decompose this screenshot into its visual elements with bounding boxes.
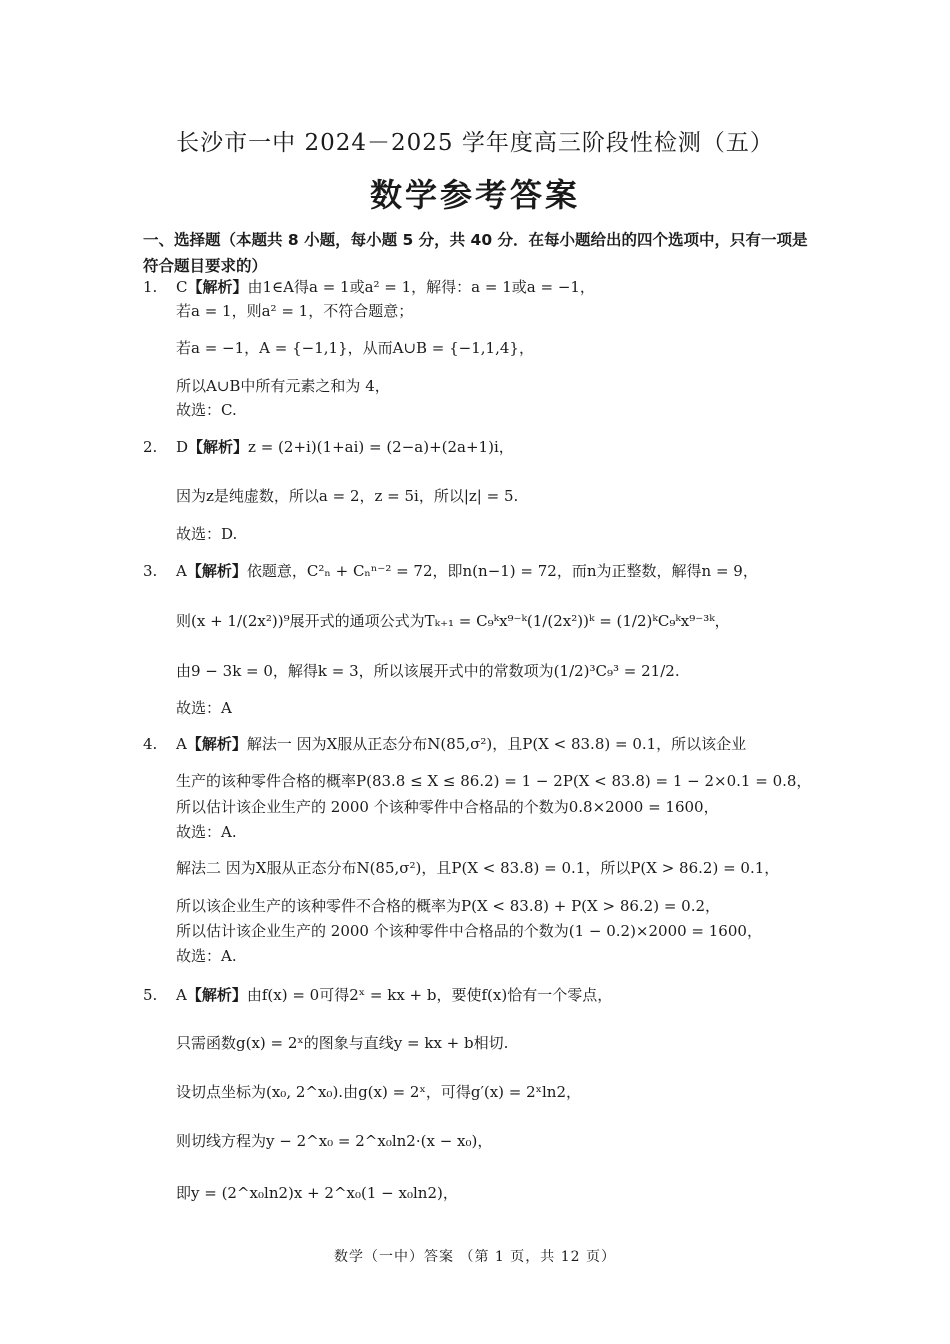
q5-line-1 bbox=[176, 985, 612, 1005]
q1-line-1 bbox=[176, 277, 595, 297]
q1-line-2: 若a = 1，则a² = 1，不符合题意； bbox=[176, 302, 414, 320]
q2-line-2: 因为z是纯虚数，所以a = 2，z = 5i，所以|z| = 5. bbox=[176, 487, 519, 505]
q5-line-2: 只需函数g(x) = 2ˣ的图象与直线y = kx + b相切. bbox=[176, 1034, 509, 1052]
q2-number: 2. bbox=[143, 438, 158, 456]
q5-line-5: 即y = (2^x₀ln2)x + 2^x₀(1 − x₀ln2)， bbox=[176, 1184, 458, 1202]
section-heading: 一、选择题（本题共 8 小题，每小题 5 分，共 40 分．在每小题给出的四个选项中，只有一项是符合题目要求的） bbox=[143, 231, 808, 275]
q5-text-1: 由f(x) = 0可得2ˣ = kx + b，要使f(x)恰有一个零点， bbox=[246, 986, 613, 1004]
q3-number: 3. bbox=[143, 562, 158, 580]
q4-number: 4. bbox=[143, 735, 158, 753]
q3-line-3: 由9 − 3k = 0，解得k = 3，所以该展开式中的常数项为(1/2)³C₉³ = 21/2. bbox=[176, 662, 680, 680]
q4-text-1: 解法一 因为X服从正态分布N(85,σ²)，且P(X < 83.8) = 0.1，所以该企业 bbox=[246, 735, 747, 753]
q4-answer: A bbox=[176, 735, 187, 753]
q1-text-1: 由1∈A得a = 1或a² = 1，解得：a = 1或a = −1， bbox=[247, 278, 595, 296]
q5-answer: A bbox=[176, 986, 187, 1004]
q3-answer: A bbox=[176, 562, 187, 580]
q4-line-1 bbox=[176, 734, 746, 754]
q4-line-8: 故选：A. bbox=[176, 947, 237, 965]
q4-line-7: 所以估计该企业生产的 2000 个该种零件中合格品的个数为(1 − 0.2)×2000 = 1600， bbox=[176, 922, 762, 940]
page-footer: 数学（一中）答案 （第 1 页，共 12 页） bbox=[334, 1249, 616, 1265]
q1-line-5: 故选：C. bbox=[176, 401, 237, 419]
q4-line-5: 解法二 因为X服从正态分布N(85,σ²)，且P(X < 83.8) = 0.1，所以P(X > 86.2) = 0.1， bbox=[176, 859, 780, 877]
q1-number: 1. bbox=[143, 278, 158, 296]
q3-line-1 bbox=[176, 561, 758, 581]
q5-analysis-tag: 【解析】 bbox=[186, 986, 247, 1004]
q3-line-2: 则(x + 1/(2x²))⁹展开式的通项公式为Tₖ₊₁ = C₉ᵏx⁹⁻ᵏ(1/(2x²))ᵏ = (1/2)ᵏC₉ᵏx⁹⁻³ᵏ， bbox=[176, 612, 730, 630]
q1-line-4: 所以A∪B中所有元素之和为 4， bbox=[176, 377, 390, 395]
q5-line-3: 设切点坐标为(x₀, 2^x₀).由g(x) = 2ˣ，可得g′(x) = 2ˣln2， bbox=[176, 1083, 582, 1101]
q2-line-1 bbox=[176, 437, 514, 457]
q4-line-2: 生产的该种零件合格的概率P(83.8 ≤ X ≤ 86.2) = 1 − 2P(X < 83.8) = 1 − 2×0.1 = 0.8， bbox=[176, 772, 812, 790]
q2-analysis-tag: 【解析】 bbox=[188, 438, 249, 456]
document-title: 长沙市一中 2024－2025 学年度高三阶段性检测（五） bbox=[176, 130, 774, 156]
q1-analysis-tag: 【解析】 bbox=[187, 278, 248, 296]
q3-text-1: 依题意，C²ₙ + Cₙⁿ⁻² = 72，即n(n−1) = 72，而n为正整数，解得n = 9， bbox=[246, 562, 758, 580]
q4-analysis-tag: 【解析】 bbox=[186, 735, 247, 753]
q3-line-4: 故选：A bbox=[176, 699, 232, 717]
document-subtitle: 数学参考答案 bbox=[369, 176, 580, 214]
q5-number: 5. bbox=[143, 986, 158, 1004]
q4-line-4: 故选：A. bbox=[176, 823, 237, 841]
q3-analysis-tag: 【解析】 bbox=[186, 562, 247, 580]
q5-line-4: 则切线方程为y − 2^x₀ = 2^x₀ln2·(x − x₀)， bbox=[176, 1132, 493, 1150]
q2-line-3: 故选：D. bbox=[176, 525, 238, 543]
q2-answer: D bbox=[176, 438, 189, 456]
q4-line-6: 所以该企业生产的该种零件不合格的概率为P(X < 83.8) + P(X > 86.2) = 0.2， bbox=[176, 897, 721, 915]
q1-answer: C bbox=[176, 278, 188, 296]
q2-text-1: z = (2+i)(1+ai) = (2−a)+(2a+1)i， bbox=[248, 438, 514, 456]
q1-line-3: 若a = −1，A = {−1,1}，从而A∪B = {−1,1,4}， bbox=[176, 339, 534, 357]
q4-line-3: 所以估计该企业生产的 2000 个该种零件中合格品的个数为0.8×2000 = 1600， bbox=[176, 798, 719, 816]
